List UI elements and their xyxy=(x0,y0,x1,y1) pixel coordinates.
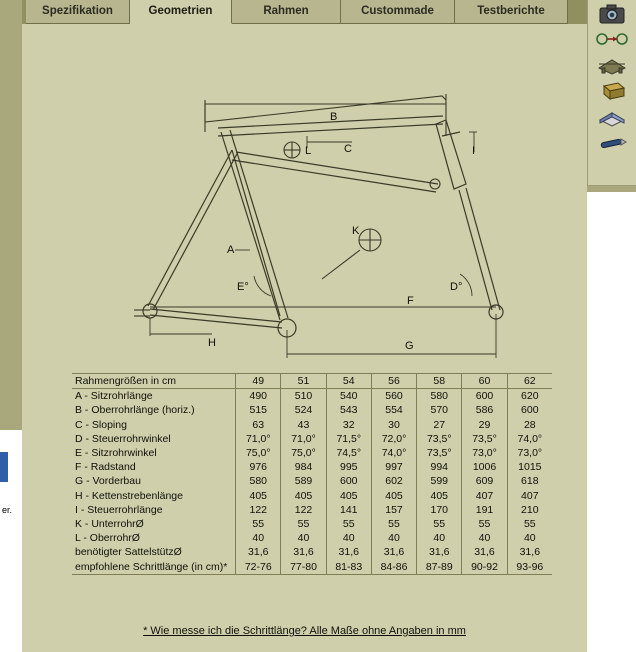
cell: 994 xyxy=(417,460,462,474)
label-B: B xyxy=(330,111,338,123)
cell: 620 xyxy=(507,389,552,404)
cell: 609 xyxy=(462,474,507,488)
cell: 405 xyxy=(417,489,462,503)
row-label: I - Steuerrohrlänge xyxy=(75,503,163,516)
label-E: E° xyxy=(237,281,249,293)
cell: 32 xyxy=(326,418,371,432)
cell: 55 xyxy=(326,517,371,531)
cell: 75,0° xyxy=(236,446,281,460)
cell: 74,0° xyxy=(507,432,552,446)
geometry-table xyxy=(72,373,552,575)
cell: 570 xyxy=(417,403,462,417)
cell: 40 xyxy=(417,531,462,545)
table-row xyxy=(72,446,552,460)
cell: 515 xyxy=(236,403,281,417)
table-row xyxy=(72,531,552,545)
cell: 73,0° xyxy=(507,446,552,460)
cell: 602 xyxy=(371,474,416,488)
cell: 29 xyxy=(462,418,507,432)
header-size-54: 54 xyxy=(326,374,371,389)
sidebar-bottom-strip xyxy=(587,186,636,192)
cell: 554 xyxy=(371,403,416,417)
row-label: benötigter SattelstützØ xyxy=(75,546,182,559)
cell: 490 xyxy=(236,389,281,404)
cell: 1015 xyxy=(507,460,552,474)
table-row xyxy=(72,489,552,503)
cell: 599 xyxy=(417,474,462,488)
cell: 405 xyxy=(371,489,416,503)
cell: 997 xyxy=(371,460,416,474)
row-label: F - Radstand xyxy=(75,461,136,474)
cell: 984 xyxy=(281,460,326,474)
cell: 31,6 xyxy=(462,545,507,559)
cell: 71,5° xyxy=(326,432,371,446)
cell: 93-96 xyxy=(507,560,552,575)
row-label: D - Steuerrohrwinkel xyxy=(75,432,171,445)
cell: 71,0° xyxy=(236,432,281,446)
main-content xyxy=(22,0,587,652)
row-label: L - OberrohrØ xyxy=(75,532,140,545)
header-label: Rahmengrößen in cm xyxy=(72,374,236,389)
cell: 618 xyxy=(507,474,552,488)
label-I: I xyxy=(472,145,476,157)
row-label: E - Sitzrohrwinkel xyxy=(75,447,157,460)
row-label: C - Sloping xyxy=(75,418,127,431)
tab-testberichte[interactable]: Testberichte xyxy=(455,0,568,24)
header-size-62: 62 xyxy=(507,374,552,389)
footnote-link[interactable]: * Wie messe ich die Schrittlänge? Alle Maße ohne Angaben in mm xyxy=(143,625,466,637)
cell: 55 xyxy=(281,517,326,531)
cell: 407 xyxy=(462,489,507,503)
cell: 995 xyxy=(326,460,371,474)
cell: 600 xyxy=(507,403,552,417)
cell: 77-80 xyxy=(281,560,326,575)
cell: 586 xyxy=(462,403,507,417)
table-row xyxy=(72,545,552,559)
cell: 74,5° xyxy=(326,446,371,460)
box-icon[interactable] xyxy=(594,78,630,104)
cell: 87-89 xyxy=(417,560,462,575)
table-row xyxy=(72,403,552,417)
left-accent-bar xyxy=(0,452,8,482)
cell: 27 xyxy=(417,418,462,432)
cell: 31,6 xyxy=(236,545,281,559)
cell: 55 xyxy=(417,517,462,531)
tab-custommade[interactable]: Custommade xyxy=(341,0,455,24)
table-row xyxy=(72,418,552,432)
cell: 31,6 xyxy=(417,545,462,559)
table-row xyxy=(72,517,552,531)
cell: 72,0° xyxy=(371,432,416,446)
cell: 589 xyxy=(281,474,326,488)
right-sidebar xyxy=(587,0,636,652)
tab-bar xyxy=(22,0,587,24)
row-label: B - Oberrohrlänge (horiz.) xyxy=(75,404,195,417)
table-header-row xyxy=(72,374,552,389)
cell: 31,6 xyxy=(371,545,416,559)
tab-rahmen[interactable]: Rahmen xyxy=(232,0,341,24)
frame-geometry-drawing xyxy=(22,24,587,364)
cell: 75,0° xyxy=(281,446,326,460)
cell: 191 xyxy=(462,503,507,517)
cell: 1006 xyxy=(462,460,507,474)
cell: 90-92 xyxy=(462,560,507,575)
tab-geometrien[interactable]: Geometrien xyxy=(130,0,232,24)
header-size-56: 56 xyxy=(371,374,416,389)
label-C: C xyxy=(344,143,352,155)
label-D: D° xyxy=(450,281,463,293)
table-row xyxy=(72,389,552,404)
cell: 40 xyxy=(371,531,416,545)
cell: 81-83 xyxy=(326,560,371,575)
cell: 170 xyxy=(417,503,462,517)
table-row xyxy=(72,460,552,474)
bench-icon[interactable] xyxy=(594,52,630,78)
cell: 141 xyxy=(326,503,371,517)
cell: 73,5° xyxy=(417,446,462,460)
cell: 73,5° xyxy=(462,432,507,446)
cell: 55 xyxy=(371,517,416,531)
cell: 43 xyxy=(281,418,326,432)
row-label: G - Vorderbau xyxy=(75,475,141,488)
cell: 84-86 xyxy=(371,560,416,575)
cell: 40 xyxy=(462,531,507,545)
header-size-58: 58 xyxy=(417,374,462,389)
sidebar-thumbnail-panel xyxy=(587,0,636,186)
row-label: A - Sitzrohrlänge xyxy=(75,390,153,403)
cell: 55 xyxy=(507,517,552,531)
cell: 405 xyxy=(236,489,281,503)
table-row xyxy=(72,503,552,517)
cell: 40 xyxy=(326,531,371,545)
cell: 31,6 xyxy=(326,545,371,559)
cell: 63 xyxy=(236,418,281,432)
cell: 524 xyxy=(281,403,326,417)
row-label: empfohlene Schrittlänge (in cm)* xyxy=(72,560,236,575)
cell: 600 xyxy=(462,389,507,404)
cell: 72-76 xyxy=(236,560,281,575)
cell: 74,0° xyxy=(371,446,416,460)
cell: 157 xyxy=(371,503,416,517)
cell: 73,0° xyxy=(462,446,507,460)
label-G: G xyxy=(405,340,414,352)
tab-spezifikation[interactable]: Spezifikation xyxy=(26,0,130,24)
label-A: A xyxy=(227,244,235,256)
header-size-51: 51 xyxy=(281,374,326,389)
header-size-60: 60 xyxy=(462,374,507,389)
left-margin-strip xyxy=(0,0,22,652)
left-margin-olive xyxy=(0,0,22,430)
cell: 976 xyxy=(236,460,281,474)
cell: 73,5° xyxy=(417,432,462,446)
book-icon[interactable] xyxy=(594,104,630,130)
cell: 55 xyxy=(462,517,507,531)
row-label: K - UnterrohrØ xyxy=(75,518,144,531)
header-size-49: 49 xyxy=(236,374,281,389)
pen-icon[interactable] xyxy=(594,130,630,156)
cell: 510 xyxy=(281,389,326,404)
cell: 122 xyxy=(281,503,326,517)
table-row xyxy=(72,432,552,446)
left-margin-text: er. xyxy=(2,505,13,515)
label-H: H xyxy=(208,337,216,349)
cell: 405 xyxy=(326,489,371,503)
table-row xyxy=(72,560,552,575)
cell: 580 xyxy=(236,474,281,488)
cell: 122 xyxy=(236,503,281,517)
label-F: F xyxy=(407,295,414,307)
cell: 543 xyxy=(326,403,371,417)
cell: 55 xyxy=(236,517,281,531)
cell: 71,0° xyxy=(281,432,326,446)
compare-arrows-icon[interactable] xyxy=(594,26,630,52)
cell: 407 xyxy=(507,489,552,503)
row-label: H - Kettenstrebenlänge xyxy=(75,489,183,502)
cell: 31,6 xyxy=(281,545,326,559)
cell: 31,6 xyxy=(507,545,552,559)
cell: 580 xyxy=(417,389,462,404)
cell: 560 xyxy=(371,389,416,404)
label-K: K xyxy=(352,225,360,237)
cell: 405 xyxy=(281,489,326,503)
cell: 40 xyxy=(281,531,326,545)
frame-diagram-svg xyxy=(22,24,587,364)
cell: 600 xyxy=(326,474,371,488)
table-row xyxy=(72,474,552,488)
cell: 28 xyxy=(507,418,552,432)
cell: 40 xyxy=(507,531,552,545)
cell: 30 xyxy=(371,418,416,432)
cell: 40 xyxy=(236,531,281,545)
cell: 210 xyxy=(507,503,552,517)
label-L: L xyxy=(305,145,312,157)
camera-icon[interactable] xyxy=(594,2,630,28)
cell: 540 xyxy=(326,389,371,404)
